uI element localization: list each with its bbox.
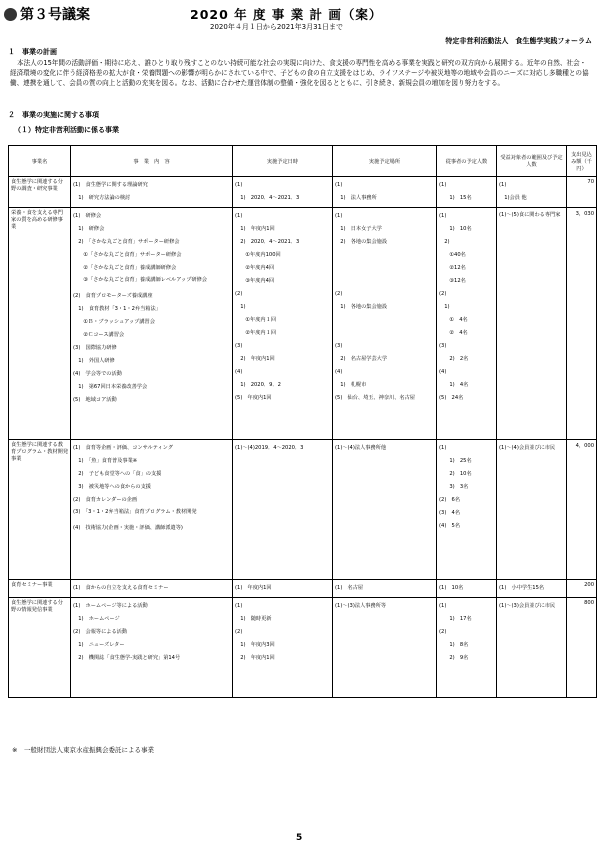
cell-amount: 4，000 bbox=[567, 440, 597, 580]
cell-line: 2) 年度内1回 bbox=[235, 655, 275, 661]
plan-period: 2020年４月１日から2021年3月31日まで bbox=[210, 23, 343, 31]
cell-beneficiaries bbox=[497, 580, 567, 598]
cell-line: 1) 各地の集会施設 bbox=[335, 304, 388, 310]
footnote: ※ 一般財団法人東京水産振興会委託による事業 bbox=[12, 746, 154, 754]
cell-line: (1) bbox=[335, 213, 343, 219]
cell-staff bbox=[437, 440, 497, 580]
cell-line: (4) 5名 bbox=[439, 523, 461, 529]
cell-beneficiaries bbox=[497, 208, 567, 440]
cell-line: (2) bbox=[439, 629, 447, 635]
document-number-text: 第３号議案 bbox=[20, 7, 90, 23]
col-header-beneficiaries: 受益対象者の範囲及び予定人数 bbox=[497, 146, 567, 177]
cell-line: (2) 食育プロモーターズ養成講座 bbox=[73, 293, 153, 299]
cell-places bbox=[333, 177, 437, 208]
cell-beneficiaries bbox=[497, 598, 567, 698]
col-header-category: 事業名 bbox=[9, 146, 71, 177]
cell-dates bbox=[233, 598, 333, 698]
cell-category: 栄養・食を支える専門家の質を高める研修事業 bbox=[9, 208, 71, 440]
cell-line: (1) 名古屋 bbox=[335, 585, 364, 591]
cell-line: (5) 24名 bbox=[439, 395, 464, 401]
cell-dates bbox=[233, 580, 333, 598]
table-row bbox=[9, 177, 597, 208]
cell-staff bbox=[437, 177, 497, 208]
cell-places bbox=[333, 598, 437, 698]
table-row bbox=[9, 580, 597, 598]
cell-line: 1) 「魚」食育普及事業※ bbox=[73, 458, 138, 464]
cell-line: 1) 4名 bbox=[439, 382, 469, 388]
cell-line: 1) 2020．4～2021．3 bbox=[235, 195, 300, 201]
cell-line: 2) 機関誌「食生態学-実践と研究」第14号 bbox=[73, 655, 181, 661]
cell-line: 1) 年度内3回 bbox=[235, 642, 275, 648]
page-title: 2020 年 度 事 業 計 画（案） bbox=[190, 7, 383, 22]
cell-line: (1) bbox=[439, 213, 447, 219]
cell-line: (3) bbox=[235, 343, 243, 349]
cell-line bbox=[335, 249, 434, 262]
cell-line: 2) 年度内1回 bbox=[235, 356, 275, 362]
cell-line: (1) ホームページ等による活動 bbox=[73, 603, 148, 609]
cell-line: 2) 9名 bbox=[439, 655, 469, 661]
table-header-row bbox=[9, 146, 597, 177]
cell-line: 1) 17名 bbox=[439, 616, 472, 622]
cell-line: (4) bbox=[235, 369, 243, 375]
cell-line: ① 4名 bbox=[439, 317, 468, 323]
cell-line bbox=[335, 314, 434, 327]
cell-line: 1) 10名 bbox=[439, 226, 472, 232]
cell-line: 2) 2020．4～2021．3 bbox=[235, 239, 300, 245]
cell-line: 2) 名古屋学芸大学 bbox=[335, 356, 388, 362]
col-header-dates: 実施予定日時 bbox=[233, 146, 333, 177]
col-header-staff: 従事者の予定人数 bbox=[437, 146, 497, 177]
cell-line: 1) 25名 bbox=[439, 458, 472, 464]
cell-line: (1) 年度内1回 bbox=[235, 585, 272, 591]
cell-amount: 3，030 bbox=[567, 208, 597, 440]
cell-line: (1) 10名 bbox=[439, 585, 464, 591]
cell-line: 1) 第67回日本栄養改善学会 bbox=[73, 384, 148, 390]
cell-places bbox=[333, 580, 437, 598]
cell-line: (1) 食生態学に関する理論研究 bbox=[73, 182, 148, 188]
cell-line: ③12名 bbox=[439, 278, 466, 284]
cell-content bbox=[71, 440, 233, 580]
cell-content bbox=[71, 598, 233, 698]
section1-heading: １ 事業の計画 bbox=[8, 48, 57, 56]
cell-line: (3) bbox=[335, 343, 343, 349]
cell-category: 食生態学に関連する分野の調査・研究事業 bbox=[9, 177, 71, 208]
cell-line: (4) bbox=[439, 369, 447, 375]
cell-line: (4) 学会等での活動 bbox=[73, 371, 122, 377]
cell-dates bbox=[233, 208, 333, 440]
section1-body bbox=[10, 58, 592, 88]
cell-line: 1) 外国人研修 bbox=[73, 358, 115, 364]
cell-amount: 200 bbox=[567, 580, 597, 598]
cell-line: 1) 15名 bbox=[439, 195, 472, 201]
table-row bbox=[9, 440, 597, 580]
cell-line: 2) 「さかな丸ごと食育」サポーター研修会 bbox=[73, 239, 180, 245]
cell-line: 1) ホームページ bbox=[73, 616, 120, 622]
cell-line: ①年度内100回 bbox=[235, 252, 281, 258]
cell-line: (3) 国際協力研修 bbox=[73, 345, 117, 351]
col-header-places: 実施予定場所 bbox=[333, 146, 437, 177]
cell-beneficiaries bbox=[497, 440, 567, 580]
cell-line: (1) 食育等企画・評価、コンサルティング bbox=[73, 445, 173, 451]
document-number bbox=[4, 4, 90, 24]
cell-amount: 800 bbox=[567, 598, 597, 698]
cell-dates bbox=[233, 177, 333, 208]
cell-line: (1) bbox=[235, 603, 243, 609]
cell-line: 3) 3名 bbox=[439, 484, 469, 490]
cell-line: (1) 小中学生15名 bbox=[499, 585, 545, 591]
cell-line: 3) 被災地等への食からの支援 bbox=[73, 484, 151, 490]
cell-line: (1) bbox=[439, 603, 447, 609]
cell-line: (1) bbox=[235, 213, 243, 219]
cell-line: 1) ニューズレター bbox=[73, 642, 125, 648]
col-header-amount: 支出見込み額（千円） bbox=[567, 146, 597, 177]
cell-line: (3) 「3・1・2弁当箱法」食育プログラム・教材開発 bbox=[73, 509, 197, 515]
table-row bbox=[9, 208, 597, 440]
cell-line: (2) bbox=[235, 291, 243, 297]
cell-dates bbox=[233, 440, 333, 580]
cell-line: (5) 仙台、埼玉、神奈川、名古屋 bbox=[335, 395, 415, 401]
cell-line: (5) 年度内1回 bbox=[235, 395, 272, 401]
cell-line: (1) 研修会 bbox=[73, 213, 102, 219]
cell-places bbox=[333, 208, 437, 440]
cell-line: (1) bbox=[439, 182, 447, 188]
cell-line: 1)会員 他 bbox=[499, 195, 527, 201]
cell-line: 1) bbox=[235, 304, 246, 310]
cell-line: (1)～(3)法人事務所等 bbox=[335, 603, 387, 609]
cell-line: (4) bbox=[335, 369, 343, 375]
cell-amount: 70 bbox=[567, 177, 597, 208]
cell-line: 1) 食育教材「3・1・2弁当箱法」 bbox=[73, 306, 161, 312]
cell-line bbox=[335, 262, 434, 275]
cell-line: ①40名 bbox=[439, 252, 466, 258]
cell-line: 2) bbox=[439, 239, 450, 245]
cell-line: ①年度内１回 bbox=[235, 317, 276, 323]
cell-category: 食育セミナー事業 bbox=[9, 580, 71, 598]
section1-paragraph: 本法人の15年間の活動評価・期待に応え、誰ひとり取り残すことのない持続可能な社会の実現に向けた、食支援の専門性を高める事業を実践と研究の双方向から展開する。近年の自然、社会・経済環境の変化に伴う経済格差の拡大が食・栄養問題への影響が明らかにされている中で、子どもの食の自立支援をはじめ、ライフステージや被災地等の地域や会員のニーズに対応し多職種との協働、連携を通して、会員の質の向上と活動の充実を図る。なお、活動に合わせた運営体制の整備・強化を図るとともに、引き続き、新規会員の増加を図り努力をする。 bbox=[10, 59, 589, 87]
cell-line: 1) 随時更新 bbox=[235, 616, 272, 622]
cell-line: (2) bbox=[335, 291, 343, 297]
cell-staff bbox=[437, 580, 497, 598]
cell-line: (1)～(3)会員並びに市民 bbox=[499, 603, 556, 609]
cell-line: 1) 2020．9．2 bbox=[235, 382, 281, 388]
cell-line: ②Ｃコース講習会 bbox=[73, 332, 125, 338]
cell-line: ② 4名 bbox=[439, 330, 468, 336]
cell-line: (2) 食育カレンダーの企画 bbox=[73, 497, 138, 503]
plan-table bbox=[8, 145, 597, 698]
cell-line: (2) bbox=[235, 629, 243, 635]
cell-category: 食生態学に関連する教育プログラム・教材開発事業 bbox=[9, 440, 71, 580]
cell-line bbox=[335, 275, 434, 288]
cell-line: ①「さかな丸ごと食育」サポーター研修会 bbox=[73, 252, 182, 258]
section2-subheading: （１）特定非営利活動に係る事業 bbox=[14, 126, 119, 134]
cell-line: (1)～(4)会員並びに市民 bbox=[499, 445, 556, 451]
cell-line: ②年度内4回 bbox=[235, 265, 275, 271]
cell-content bbox=[71, 208, 233, 440]
cell-line: 1) 研究方法論の検討 bbox=[73, 195, 131, 201]
cell-line: 1) bbox=[439, 304, 450, 310]
cell-line: (1) bbox=[499, 182, 507, 188]
section2-heading: ２ 事業の実施に関する事項 bbox=[8, 111, 99, 119]
cell-line: 1) 札幌市 bbox=[335, 382, 367, 388]
cell-line: 1) 8名 bbox=[439, 642, 469, 648]
cell-content bbox=[71, 580, 233, 598]
cell-line: (2) 6名 bbox=[439, 497, 461, 503]
bullet-icon bbox=[4, 8, 17, 21]
cell-line: ③「さかな丸ごと食育」養成講師レベルアップ研修会 bbox=[73, 277, 207, 283]
cell-line: (4) 技術協力(企画・実施・評価、講師派遣等) bbox=[73, 525, 183, 531]
cell-category: 食生態学に関連する分野の情報発信事業 bbox=[9, 598, 71, 698]
cell-line bbox=[335, 327, 434, 340]
cell-line: (1) bbox=[439, 445, 447, 451]
cell-line: 2) 2名 bbox=[439, 356, 469, 362]
cell-content bbox=[71, 177, 233, 208]
page-number: 5 bbox=[296, 833, 303, 843]
table-row bbox=[9, 598, 597, 698]
cell-places bbox=[333, 440, 437, 580]
cell-line: ①Ｂ・ブラッシュアップ講習会 bbox=[73, 319, 155, 325]
cell-line: 1) 日本女子大学 bbox=[335, 226, 382, 232]
cell-staff bbox=[437, 598, 497, 698]
cell-line: (1) bbox=[235, 182, 243, 188]
cell-line: (1) 食からの自立を支える食育セミナー bbox=[73, 585, 169, 591]
cell-line: 1) 研修会 bbox=[73, 226, 105, 232]
cell-line: (2) 会報等による活動 bbox=[73, 629, 128, 635]
cell-line: ③年度内4回 bbox=[235, 278, 275, 284]
cell-line: (2) bbox=[439, 291, 447, 297]
cell-staff bbox=[437, 208, 497, 440]
organization-name: 特定非営利活動法人 食生態学実践フォーラム bbox=[445, 37, 592, 45]
cell-line: (3) 4名 bbox=[439, 510, 461, 516]
cell-line: (1) bbox=[335, 182, 343, 188]
cell-line: ②年度内１回 bbox=[235, 330, 276, 336]
cell-line: (1)～(4)法人事務所他 bbox=[335, 445, 387, 451]
cell-line: 2) 各地の集会施設 bbox=[335, 239, 388, 245]
cell-line: 1) 法人事務所 bbox=[335, 195, 377, 201]
cell-line: (1)～(4)2019．4～2020．3 bbox=[235, 445, 304, 451]
cell-line: ②「さかな丸ごと食育」養成講師研修会 bbox=[73, 265, 177, 271]
col-header-content: 事 業 内 容 bbox=[71, 146, 233, 177]
cell-line: (3) bbox=[439, 343, 447, 349]
cell-line: (1)～(5)食に関わる専門家 bbox=[499, 212, 561, 218]
cell-line: 2) 10名 bbox=[439, 471, 472, 477]
cell-line: (5) 地域コア活動 bbox=[73, 397, 117, 403]
cell-line: 1) 年度内1回 bbox=[235, 226, 275, 232]
cell-beneficiaries bbox=[497, 177, 567, 208]
cell-line: ②12名 bbox=[439, 265, 466, 271]
cell-line: 2) 子ども食堂等への「食」の支援 bbox=[73, 471, 162, 477]
